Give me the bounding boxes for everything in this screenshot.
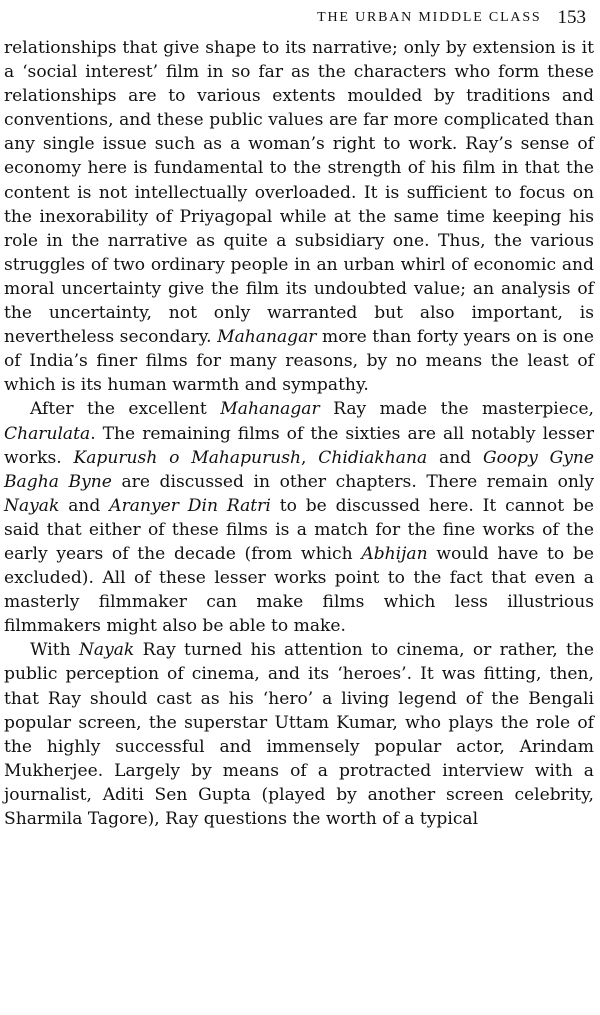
text-run: to be discussed here. It cannot be said that either of these films is a match for the fine works of the early years of the decade (from which — [4, 495, 595, 564]
film-title: Abhijan — [361, 543, 428, 564]
film-title: Kapurush o Mahapurush — [73, 447, 302, 468]
running-head — [4, 0, 594, 36]
film-title: Aranyer Din Ratri — [109, 495, 271, 516]
text-run: Ray made the masterpiece, — [319, 399, 594, 420]
paragraph-2 — [4, 397, 594, 638]
text-run: , — [301, 447, 319, 468]
text-run: are discussed in other chapters. There remain only — [111, 471, 594, 492]
text-run: After the excellent — [30, 399, 221, 420]
text-run: would have to be excluded). All of these lesser works point to the fact that even a masterly filmmaker can make films which less illustrious filmmakers might also be able to make. — [4, 543, 594, 637]
text-run: more than forty years on is one of India’s finer films for many reasons, by no means the least of which is its human warmth and sympathy. — [4, 327, 594, 396]
text-run: . The remaining films of the sixties are all notably lesser works. — [4, 423, 594, 468]
body-text — [4, 36, 594, 831]
text-run: relationships that give shape to its narrative; only by extension is it a ‘social interest’ film in so far as the characters who form these relationships are to various extents moulded by traditions and conventions, and these public values are far more complicated than any single issue such as a woman’s right to work. Ray’s sense of economy here is fundamental to the strength of his film in that the content is not intellectually overloaded. It is sufficient to focus on the inexorability of Priyagopal while at the same time keeping his role in the narrative as quite a subsidiary one. Thus, the various struggles of two ordinary people in an urban whirl of economic and moral uncertainty give the film its undoubted value; an analysis of the uncertainty, not only warranted but also important, is nevertheless secondary. — [4, 38, 594, 348]
paragraph-1 — [4, 36, 594, 397]
text-run: Ray turned his attention to cinema, or rather, the public perception of cinema, and its ‘heroes’. It was fitting, then, that Ray should cast as his ‘hero’ a living legend of the Bengali popular screen, the superstar Uttam Kumar, who plays the role of the highly successful and immensely popular actor, Arindam Mukherjee. Largely by means of a protracted interview with a journalist, Aditi Sen Gupta (played by another screen celebrity, Sharmila Tagore), Ray questions the worth of a typical — [4, 640, 594, 829]
film-title: Mahanagar — [220, 399, 320, 420]
film-title: Nayak — [78, 640, 135, 661]
paragraph-3 — [4, 638, 594, 831]
text-run: With — [30, 640, 79, 661]
text-run: and — [427, 447, 483, 468]
film-title: Charulata — [4, 423, 91, 444]
running-title: THE URBAN MIDDLE CLASS — [317, 10, 542, 25]
film-title: Nayak — [4, 495, 60, 516]
film-title: Mahanagar — [217, 327, 317, 348]
film-title: Goopy Gyne Bagha Byne — [4, 447, 595, 492]
page-number: 153 — [557, 7, 586, 28]
text-run: and — [59, 495, 110, 516]
film-title: Chidiakhana — [318, 447, 428, 468]
